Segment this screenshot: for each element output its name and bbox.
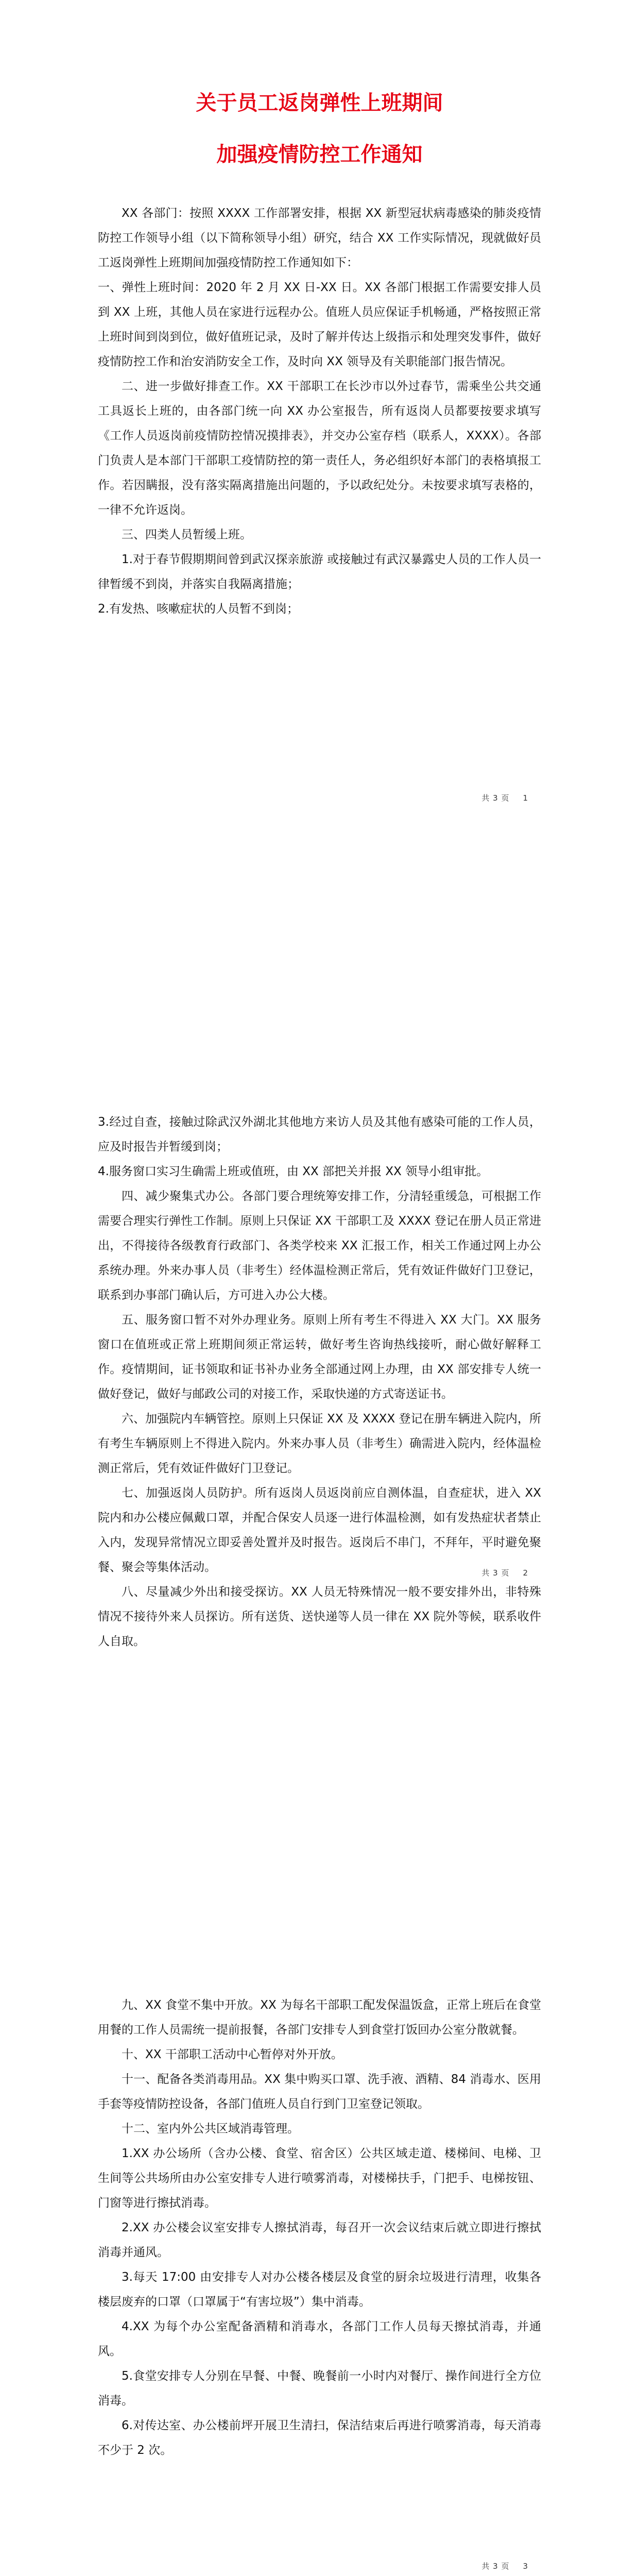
paragraph: 6.对传达室、办公楼前坪开展卫生清扫，保洁结束后再进行喷雾消毒，每天消毒不少于 2 次。 [98,2419,541,2457]
paragraph: 3.每天 17:00 由安排专人对办公楼各楼层及食堂的厨余垃圾进行清理，收集各楼层废弃的口罩（口罩属于“有害垃圾”）集中消毒。 [98,2270,541,2309]
paragraph: 1.XX 办公场所（含办公楼、食堂、宿舍区）公共区域走道、楼梯间、电梯、卫生间等公共场所由办公室安排专人进行喷雾消毒，对楼梯扶手，门把手、电梯按钮、门窗等进行擦拭消毒。 [98,2147,541,2210]
page-number: 2 [523,1568,528,1578]
paragraph: 2.XX 办公楼会议室安排专人擦拭消毒，每召开一次会议结束后就立即进行擦拭消毒并通风。 [98,2221,541,2259]
document-page-1 [0,0,639,904]
paragraph: 3.经过自查，接触过除武汉外湖北其他地方来访人员及其他有感染可能的工作人员，应及时报告并暂缓到岗； [98,1115,541,1154]
page-footer [481,1567,528,1578]
paragraph: 十二、室内外公共区域消毒管理。 [122,2122,299,2136]
page-body [98,201,541,621]
paragraph: 4.XX 为每个办公室配备酒精和消毒水，各部门工作人员每天擦拭消毒，并通风。 [98,2320,541,2358]
paragraph: 八、尽量减少外出和接受探访。XX 人员无特殊情况一般不要安排外出，非特殊情况不接待外来人员探访。所有送货、送快递等人员一律在 XX 院外等候，联系收件人自取。 [98,1585,541,1648]
paragraph: 六、加强院内车辆管控。原则上只保证 XX 及 XXXX 登记在册车辆进入院内，所有考生车辆原则上不得进入院内。外来办事人员（非考生）确需进入院内，经体温检测正常后，凭有效证件做好门卫登记。 [98,1412,541,1475]
paragraph: 二、进一步做好排查工作。XX 干部职工在长沙市以外过春节，需乘坐公共交通工具返长上班的，由各部门统一向 XX 办公室报告，所有返岗人员都要按要求填写《工作人员返岗前疫情防控情况摸排表》，并交办公室存档（联系人，XXXX）。各部门负责人是本部门干部职工疫情防控的第一责任人，务必组织好本部门的表格填报工作。若因瞒报，没有落实隔离措施出问题的，予以政纪处分。未按要求填写表格的，一律不允许返岗。 [98,380,541,517]
page-number: 3 [523,2562,528,2571]
page-body [98,1110,541,1654]
title-line-2: 加强疫情防控工作通知 [216,143,423,166]
document-page-3 [0,1807,639,2576]
title-line-1: 关于员工返岗弹性上班期间 [196,91,443,115]
document-title [98,77,541,180]
paragraph: 五、服务窗口暂不对外办理业务。原则上所有考生不得进入 XX 大门。XX 服务窗口在值班或正常上班期间须正常运转，做好考生咨询热线接听，耐心做好解释工作。疫情期间，证书领取和证书补办业务全部通过网上办理，由 XX 部安排专人统一做好登记，做好与邮政公司的对接工作，采取快递的方式寄送证书。 [98,1313,541,1401]
paragraph: 2.有发热、咳嗽症状的人员暂不到岗； [98,602,299,616]
paragraph: 十一、配备各类消毒用品。XX 集中购买口罩、洗手液、酒精、84 消毒水、医用手套等疫情防控设备，各部门值班人员自行到门卫室登记领取。 [98,2073,541,2111]
page-total: 共 3 页 [481,1568,510,1578]
page-footer [481,792,528,803]
document-page-2 [0,904,639,1807]
paragraph: 十、XX 干部职工活动中心暂停对外开放。 [122,2048,343,2061]
paragraph: XX 各部门：按照 XXXX 工作部署安排，根据 XX 新型冠状病毒感染的肺炎疫情防控工作领导小组（以下简称领导小组）研究，结合 XX 工作实际情况，现就做好员工返岗弹性上班期间加强疫情防控工作通知如下： [98,207,541,269]
page-footer [481,2561,528,2571]
page-total: 共 3 页 [481,793,510,803]
paragraph: 四、减少聚集式办公。各部门要合理统筹安排工作，分清轻重缓急，可根据工作需要合理实行弹性工作制。原则上只保证 XX 干部职工及 XXXX 登记在册人员正常进出，不得接待各级教育行政部门、各类学校来 XX 汇报工作，相关工作通过网上办公系统办理。外来办事人员（非考生）经体温检测正常后，凭有效证件做好门卫登记，联系到办事部门确认后，方可进入办公大楼。 [98,1190,541,1302]
paragraph: 九、XX 食堂不集中开放。XX 为每名干部职工配发保温饭盒，正常上班后在食堂用餐的工作人员需统一提前报餐，各部门安排专人到食堂打饭回办公室分散就餐。 [98,1998,541,2037]
page-total: 共 3 页 [481,2562,510,2571]
page-number: 1 [523,793,528,803]
paragraph: 三、四类人员暂缓上班。 [122,528,252,541]
paragraph: 5.食堂安排专人分别在早餐、中餐、晚餐前一小时内对餐厅、操作间进行全方位消毒。 [98,2369,541,2408]
paragraph: 4.服务窗口实习生确需上班或值班，由 XX 部把关并报 XX 领导小组审批。 [98,1165,489,1178]
paragraph: 七、加强返岗人员防护。所有返岗人员返岗前应自测体温，自查症状，进入 XX 院内和办公楼应佩戴口罩，并配合保安人员逐一进行体温检测，如有发热症状者禁止入内，发现异常情况立即妥善处置并及时报告。返岗后不串门，不拜年，平时避免聚餐、聚会等集体活动。 [98,1486,541,1574]
page-body [98,1993,541,2463]
paragraph: 一、弹性上班时间：2020 年 2 月 XX 日-XX 日。XX 各部门根据工作需要安排人员到 XX 上班，其他人员在家进行远程办公。值班人员应保证手机畅通，严格按照正常上班时间到岗到位，做好值班记录，及时了解并传达上级指示和处理突发事件，做好疫情防控工作和治安消防安全工作，及时向 XX 领导及有关职能部门报告情况。 [98,281,541,368]
paragraph: 1.对于春节假期期间曾到武汉探亲旅游 或接触过有武汉暴露史人员的工作人员一律暂缓不到岗，并落实自我隔离措施； [98,553,541,591]
